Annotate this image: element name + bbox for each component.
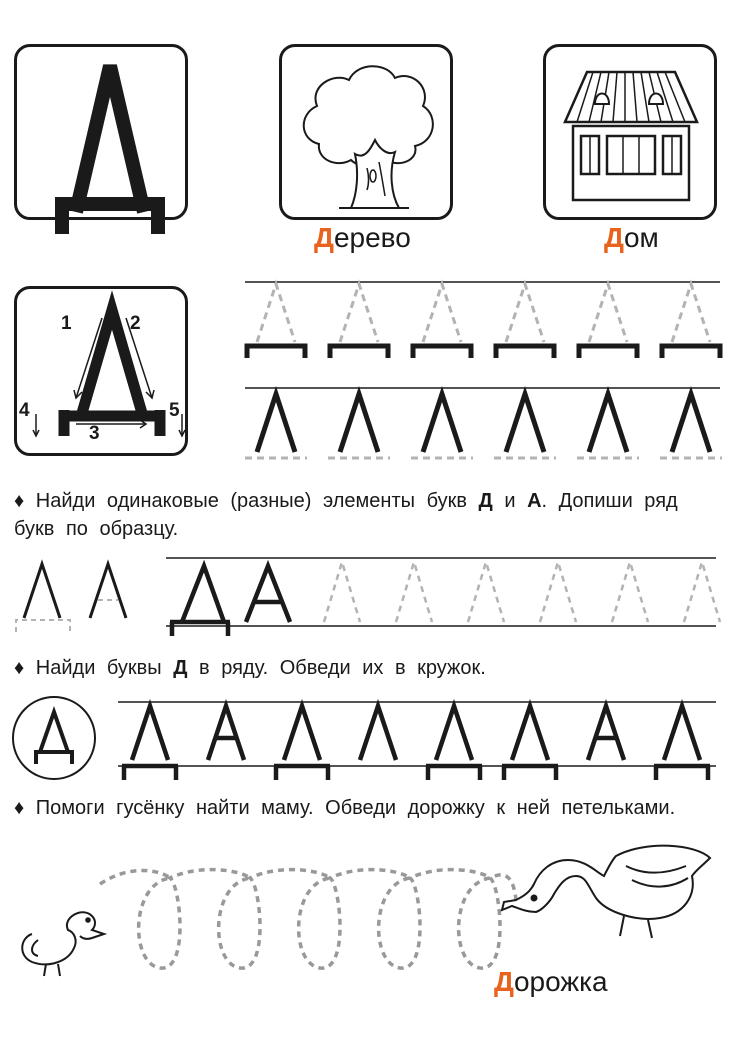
trace-letter: [496, 284, 554, 358]
row-letter[interactable]: [360, 706, 396, 760]
trace-row-1: [245, 282, 725, 362]
row-letter[interactable]: [588, 706, 624, 760]
task-2-text: ♦ Найди буквы Д в ряду. Обведи их в кружок.: [14, 657, 486, 679]
trace-letter: [468, 562, 504, 622]
trace-letter: [247, 284, 305, 358]
house-card: [543, 44, 717, 220]
goose-picture: [496, 836, 716, 946]
find-letter-row: [10, 694, 730, 784]
row-letter[interactable]: [274, 706, 330, 780]
trace-letter: [662, 284, 720, 358]
stroke-order-card: [14, 286, 188, 456]
trace-letter: [411, 394, 473, 458]
row-letter[interactable]: [654, 706, 710, 780]
trace-letter: [579, 284, 637, 358]
task-3-text: ♦ Помоги гусёнку найти маму. Обведи дорожку к ней петельками.: [14, 797, 676, 819]
trace-letter: [612, 562, 648, 622]
row-letter[interactable]: [502, 706, 558, 780]
gosling-picture: [12, 900, 112, 980]
row-letter[interactable]: [208, 706, 244, 760]
compare-row: [10, 556, 730, 646]
trace-letter: [324, 562, 360, 622]
trace-letter: [494, 394, 556, 458]
trace-letter: [684, 562, 720, 622]
caption-path: Дорожка: [494, 966, 608, 997]
caption-house: Дом: [604, 222, 659, 253]
row-letter[interactable]: [122, 706, 178, 780]
stroke-number-1: 1: [61, 313, 72, 334]
stroke-number-4: 4: [19, 400, 30, 421]
caption-tree: Дерево: [314, 222, 411, 253]
trace-letter: [577, 394, 639, 458]
trace-letter: [660, 394, 722, 458]
stroke-order-letter: [14, 286, 188, 456]
trace-letter: [330, 284, 388, 358]
big-letter-de: [14, 44, 188, 220]
trace-letter: [413, 284, 471, 358]
stroke-number-5: 5: [169, 400, 180, 421]
row-letter[interactable]: [426, 706, 482, 780]
stroke-number-3: 3: [89, 423, 100, 444]
stroke-number-2: 2: [130, 313, 141, 334]
task-1-text: ♦ Найди одинаковые (разные) элементы букв Д и А. Допиши ряд букв по образцу.: [14, 490, 678, 540]
trace-letter: [396, 562, 432, 622]
trace-row-2: [245, 388, 725, 468]
tree-picture: [279, 44, 453, 220]
tree-card: [279, 44, 453, 220]
trace-letter: [328, 394, 390, 458]
house-picture: [543, 44, 717, 220]
trace-letter: [245, 394, 307, 458]
letter-card: [14, 44, 188, 220]
trace-letter: [540, 562, 576, 622]
